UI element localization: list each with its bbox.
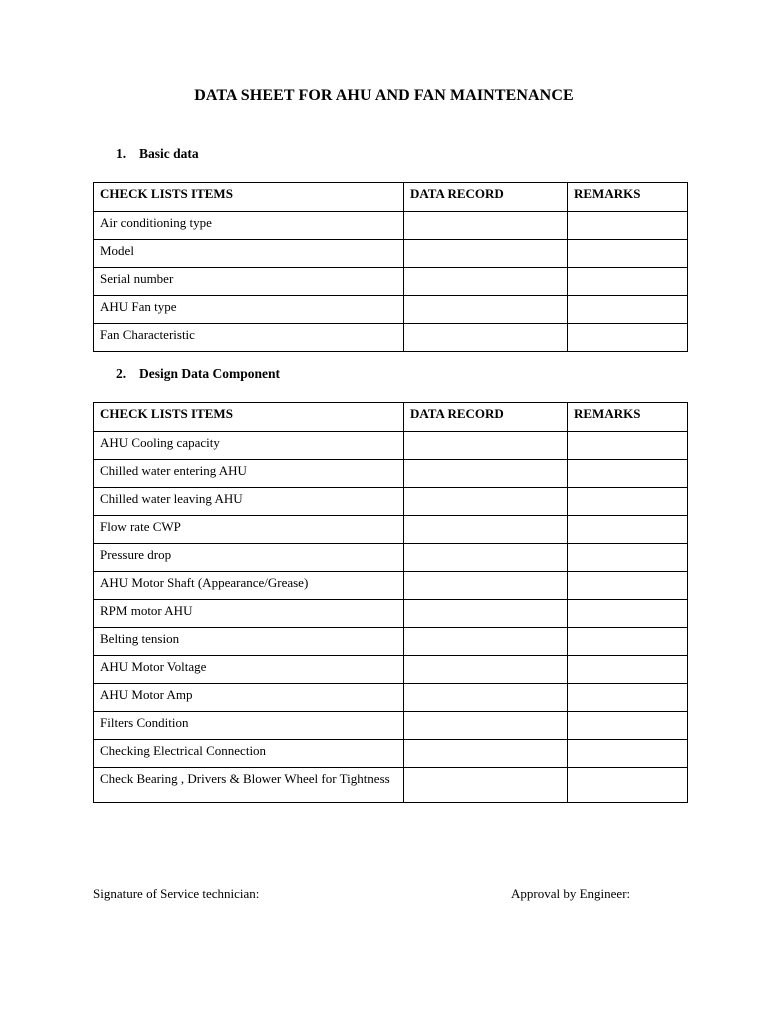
table-row [94, 240, 688, 268]
check-item-label: AHU Motor Amp [94, 684, 404, 712]
page-title: DATA SHEET FOR AHU AND FAN MAINTENANCE [194, 87, 574, 104]
table-row [94, 628, 688, 656]
remarks-cell[interactable] [568, 572, 688, 600]
section-number: 1. [116, 146, 127, 161]
check-item-label: Filters Condition [94, 712, 404, 740]
remarks-cell[interactable] [568, 212, 688, 240]
section-number: 2. [116, 366, 127, 381]
table-row [94, 460, 688, 488]
technician-signature-label: Signature of Service technician: [93, 886, 260, 901]
remarks-cell[interactable] [568, 432, 688, 460]
table-row [94, 324, 688, 352]
column-header-check-list-items: CHECK LISTS ITEMS [94, 183, 404, 212]
remarks-cell[interactable] [568, 656, 688, 684]
remarks-cell[interactable] [568, 600, 688, 628]
table-row [94, 740, 688, 768]
table-row [94, 268, 688, 296]
table-row [94, 432, 688, 460]
table-row [94, 572, 688, 600]
engineer-approval-label: Approval by Engineer: [511, 886, 631, 901]
section-heading-basic-data [116, 146, 199, 162]
data-record-cell[interactable] [404, 324, 568, 352]
check-item-label: Fan Characteristic [94, 324, 404, 352]
remarks-cell[interactable] [568, 544, 688, 572]
check-item-label: RPM motor AHU [94, 600, 404, 628]
column-header-data-record: DATA RECORD [404, 183, 568, 212]
table-row [94, 684, 688, 712]
data-record-cell[interactable] [404, 572, 568, 600]
data-record-cell[interactable] [404, 516, 568, 544]
data-record-cell[interactable] [404, 656, 568, 684]
table-row [94, 296, 688, 324]
check-item-label: Flow rate CWP [94, 516, 404, 544]
data-record-cell[interactable] [404, 212, 568, 240]
data-record-cell[interactable] [404, 712, 568, 740]
remarks-cell[interactable] [568, 240, 688, 268]
remarks-cell[interactable] [568, 488, 688, 516]
remarks-cell[interactable] [568, 460, 688, 488]
table-row [94, 712, 688, 740]
data-record-cell[interactable] [404, 600, 568, 628]
remarks-cell[interactable] [568, 628, 688, 656]
data-record-cell[interactable] [404, 296, 568, 324]
check-item-label: Chilled water entering AHU [94, 460, 404, 488]
remarks-cell[interactable] [568, 712, 688, 740]
check-item-label: AHU Motor Shaft (Appearance/Grease) [94, 572, 404, 600]
check-item-label: Check Bearing , Drivers & Blower Wheel for Tightness [94, 768, 404, 803]
check-item-label: Pressure drop [94, 544, 404, 572]
remarks-cell[interactable] [568, 324, 688, 352]
check-item-label: AHU Motor Voltage [94, 656, 404, 684]
data-record-cell[interactable] [404, 768, 568, 803]
data-record-cell[interactable] [404, 432, 568, 460]
check-item-label: Chilled water leaving AHU [94, 488, 404, 516]
data-record-cell[interactable] [404, 684, 568, 712]
table-header-row [94, 403, 688, 432]
design-data-table [93, 402, 688, 803]
remarks-cell[interactable] [568, 296, 688, 324]
check-item-label: AHU Cooling capacity [94, 432, 404, 460]
table-row [94, 212, 688, 240]
table-header-row [94, 183, 688, 212]
data-record-cell[interactable] [404, 268, 568, 296]
table-row [94, 544, 688, 572]
column-header-remarks: REMARKS [568, 403, 688, 432]
data-record-cell[interactable] [404, 488, 568, 516]
data-record-cell[interactable] [404, 544, 568, 572]
table-row [94, 768, 688, 803]
table-row [94, 516, 688, 544]
remarks-cell[interactable] [568, 768, 688, 803]
section-heading-design-data [116, 366, 280, 382]
basic-data-table [93, 182, 688, 352]
section-title: Design Data Component [139, 366, 281, 381]
check-item-label: Serial number [94, 268, 404, 296]
column-header-check-list-items: CHECK LISTS ITEMS [94, 403, 404, 432]
remarks-cell[interactable] [568, 268, 688, 296]
check-item-label: Model [94, 240, 404, 268]
data-record-cell[interactable] [404, 460, 568, 488]
remarks-cell[interactable] [568, 684, 688, 712]
check-item-label: AHU Fan type [94, 296, 404, 324]
data-record-cell[interactable] [404, 240, 568, 268]
column-header-data-record: DATA RECORD [404, 403, 568, 432]
table-row [94, 656, 688, 684]
data-record-cell[interactable] [404, 740, 568, 768]
column-header-remarks: REMARKS [568, 183, 688, 212]
remarks-cell[interactable] [568, 740, 688, 768]
data-record-cell[interactable] [404, 628, 568, 656]
check-item-label: Air conditioning type [94, 212, 404, 240]
table-row [94, 488, 688, 516]
section-title: Basic data [139, 146, 199, 161]
check-item-label: Checking Electrical Connection [94, 740, 404, 768]
check-item-label: Belting tension [94, 628, 404, 656]
remarks-cell[interactable] [568, 516, 688, 544]
table-row [94, 600, 688, 628]
